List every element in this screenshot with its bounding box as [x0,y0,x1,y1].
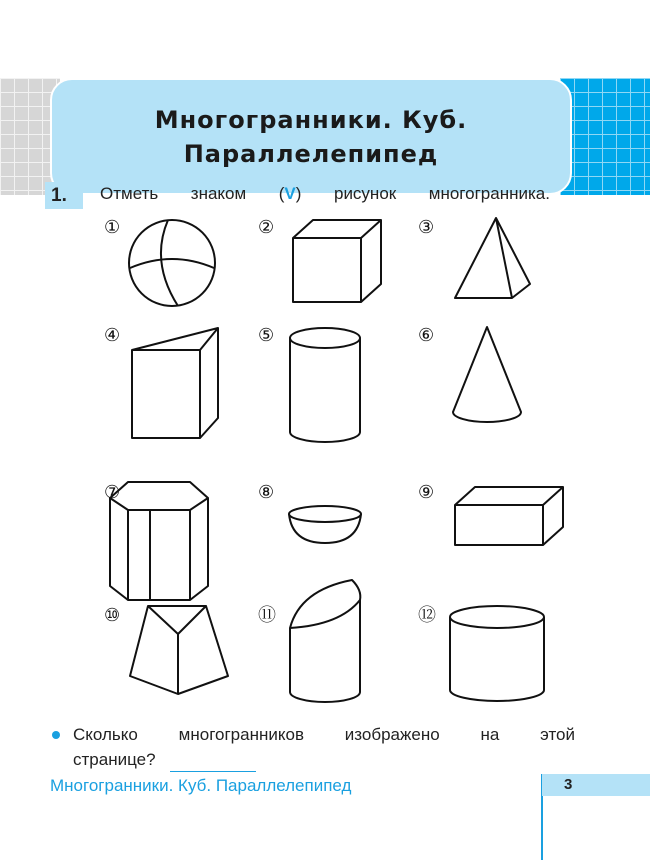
figure-label: ④ [104,325,121,346]
word: знаком [190,184,247,203]
figure-label: ⑨ [418,482,435,503]
figure-hemisphere-bowl[interactable] [289,506,361,543]
figure-label: ⑥ [418,325,435,346]
figure-label: ⑫ [418,605,436,626]
figure-cylinder[interactable] [290,328,360,442]
figure-cone[interactable] [453,327,521,422]
figure-pentagonal-prism[interactable] [110,482,208,600]
figure-slanted-cylinder[interactable] [290,580,360,702]
bullet-icon [52,731,60,739]
word: рисунок [333,184,397,203]
figure-cube[interactable] [293,220,381,302]
figure-label: ③ [418,217,435,238]
figure-wide-cylinder[interactable] [450,606,544,701]
check-mark-example: (V) [278,184,302,203]
figure-label: ② [258,217,275,238]
question: Сколько многогранников изображено на этой странице? [48,722,575,772]
figure-rectangular-box[interactable] [455,487,563,545]
figure-label: ⑩ [104,605,121,626]
figure-truncated-pyramid[interactable] [130,606,228,694]
answer-blank[interactable] [170,753,256,772]
figure-triangular-prism[interactable] [132,328,218,438]
title-line-2: Параллелепипед [183,139,439,168]
figure-sphere[interactable] [129,220,215,306]
figure-label: ① [104,217,121,238]
figure-label: ⑤ [258,325,275,346]
title-line-1: Многогранники. Куб. [154,105,468,134]
figure-pyramid[interactable] [455,218,530,298]
word: многогранника. [428,184,550,203]
task-number: 1. [45,182,83,209]
word: Отметь [100,184,159,203]
figure-label: ⑪ [258,605,276,626]
figure-label: ⑦ [104,482,121,503]
page-margin-line [541,796,543,860]
page-number: 3 [541,774,650,796]
figure-label: ⑧ [258,482,275,503]
footer-title: Многогранники. Куб. Параллелепипед [50,776,352,795]
